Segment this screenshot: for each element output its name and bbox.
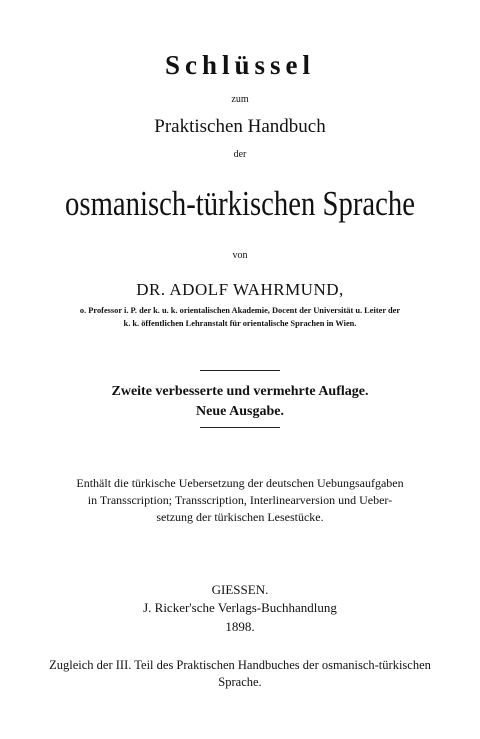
author-credentials-line: k. k. öffentlichen Lehranstalt für orientalische Sprachen in Wien. [123,319,357,328]
contents-description-line: in Transscription; Transscription, Interlinearversion und Ueber- [87,493,393,507]
imprint-city: GIESSEN. [211,582,269,597]
imprint-publisher: J. Ricker'sche Verlags-Buchhandlung [143,600,337,615]
series-note-line: Zugleich der III. Teil des Praktischen Handbuches der osmanisch-türkischen [49,658,431,672]
author-name: DR. ADOLF WAHRMUND, [136,280,344,299]
edition-line: Neue Ausgabe. [196,404,284,419]
edition-line: Zweite verbesserte und vermehrte Auflage. [111,384,369,399]
divider-rule [200,427,280,428]
divider-rule [200,370,280,371]
contents-description-line: setzung der türkischen Lesestücke. [156,510,324,524]
contents-description-line: Enthält die türkische Uebersetzung der deutschen Uebungsaufgaben [76,476,404,490]
book-title: Schlüssel [164,50,316,80]
title-connector-zum: zum [231,94,249,105]
title-connector-der: der [233,149,247,160]
author-connector-von: von [232,250,248,261]
book-subtitle: Praktischen Handbuch [154,116,326,137]
imprint-year: 1898. [225,619,255,634]
author-credentials-line: o. Professor i. P. der k. u. k. orientalischen Akademie, Docent der Universität u. Leiter der [79,306,401,315]
series-note-line: Sprache. [218,675,262,689]
language-title: osmanisch-türkischen Sprache [65,184,415,223]
